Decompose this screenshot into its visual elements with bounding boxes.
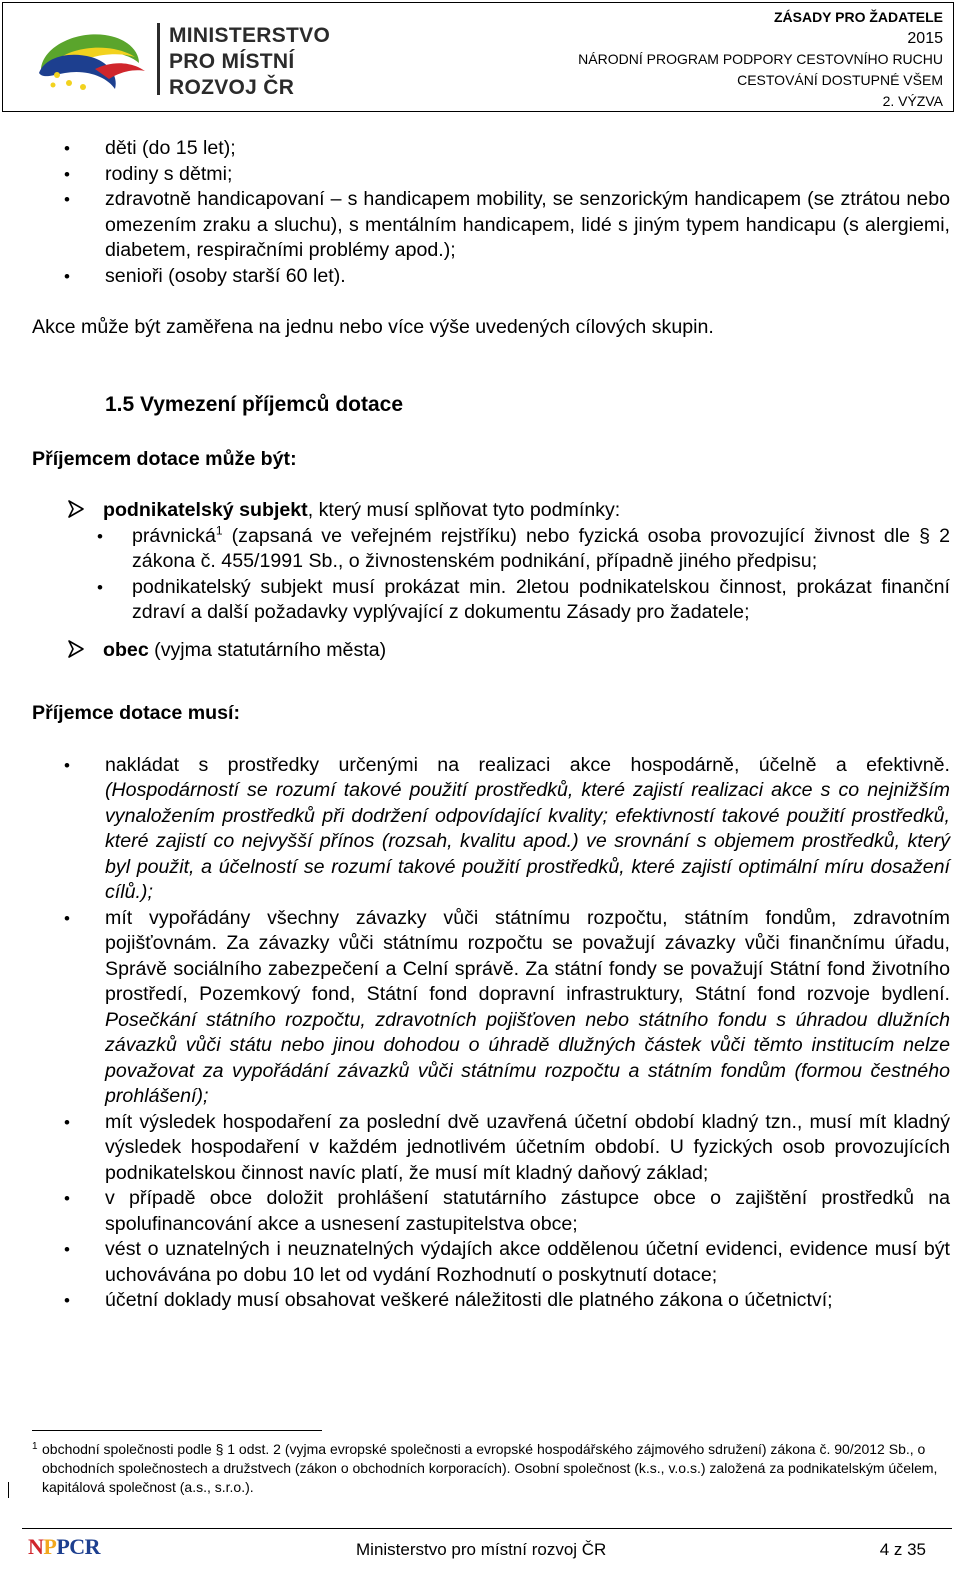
npcr-logo-n: N <box>28 1534 44 1559</box>
target-note: Akce může být zaměřena na jednu nebo více výše uvedených cílových skupin. <box>32 316 714 338</box>
footnote-ref[interactable]: 1 <box>215 522 223 537</box>
ministry-name-line1: MINISTERSTVO <box>169 24 331 47</box>
footer-ministry: Ministerstvo pro místní rozvoj ČR <box>356 1540 607 1559</box>
recipient-type-list <box>32 498 950 663</box>
list-item: • rodiny s dětmi; <box>32 162 950 188</box>
subprogram-name: CESTOVÁNÍ DOSTUPNÉ VŠEM <box>737 72 943 88</box>
change-bar <box>8 1482 9 1498</box>
npcr-logo-p2: P <box>56 1534 70 1559</box>
arrow-bullet-icon <box>66 499 86 519</box>
condition-text: (zapsaná ve veřejném rejstříku) nebo fyzická osoba provozující živnost dle § 2 zákona č. 455/1991 Sb., o živnostenském podnikání, případně jiného předpisu; <box>132 524 950 572</box>
recipient-label: Příjemcem dotace může být: <box>32 447 297 470</box>
page-content <box>32 136 950 1314</box>
document-meta <box>578 7 943 112</box>
list-item: • zdravotně handicapovaní – s handicapem mobility, se senzorickým handicapem (se ztrátou nebo omezením zraku a sluchu), s mentálním handicapem, lidé s jiným typem handicapu (s alergiemi, diabetem, respiračními problémy apod.); <box>32 187 950 264</box>
list-item <box>32 498 950 626</box>
footer-separator <box>22 1528 952 1529</box>
municipality-text: (vyjma statutárního města) <box>148 638 387 661</box>
footnote-separator <box>32 1430 322 1431</box>
section-title: 1.5 Vymezení příjemců dotace <box>105 392 404 416</box>
target-group-list <box>32 136 950 289</box>
page-number: 4 z 35 <box>879 1540 926 1559</box>
footnote-number: 1 <box>32 1441 38 1452</box>
list-item: • v případě obce doložit prohlášení statutárního zástupce obce o zajištění prostředků na spolufinancování akce a usnesení zastupitelstva obce; <box>32 1186 950 1237</box>
list-item <box>32 753 950 906</box>
obligations-label: Příjemce dotace musí: <box>32 702 240 724</box>
obligation-list <box>32 753 950 1314</box>
list-item: • podnikatelský subjekt musí prokázat min. 2letou podnikatelskou činnost, prokázat finanční zdraví a další požadavky vyplývající z dokumentu Zásady pro žadatele; <box>32 575 950 626</box>
entrepreneur-label: podnikatelský subjekt <box>103 499 308 521</box>
ministry-name-line3: ROZVOJ ČR <box>169 76 295 99</box>
doc-title: ZÁSADY PRO ŽADATELE <box>773 9 943 25</box>
list-item: • vést o uznatelných i neuznatelných výdajích akce oddělenou účetní evidenci, evidence musí být uchovávána po dobu 10 let od vydání Rozhodnutí o poskytnutí dotace; <box>32 1237 950 1288</box>
entrepreneur-text: , který musí splňovat tyto podmínky: <box>307 499 621 521</box>
list-item <box>32 524 950 575</box>
condition-text: právnická <box>132 524 216 547</box>
page-header <box>2 2 954 112</box>
npcr-logo-cr: CR <box>69 1534 101 1559</box>
list-item <box>32 906 950 1110</box>
footnote <box>32 1440 950 1497</box>
condition-list <box>103 524 950 626</box>
list-item: • senioři (osoby starší 60 let). <box>32 264 950 290</box>
list-item <box>32 638 950 664</box>
arrow-bullet-icon <box>66 639 86 659</box>
program-name: NÁRODNÍ PROGRAM PODPORY CESTOVNÍHO RUCHU <box>578 51 943 67</box>
npcr-logo <box>28 1534 100 1560</box>
call-number: 2. VÝZVA <box>882 93 943 109</box>
list-item: • mít výsledek hospodaření za poslední dvě uzavřená účetní období kladný tzn., musí mít kladný výsledek hospodaření v každém jednotlivém účetním období. U fyzických osob provozujících podnikatelskou činnost navíc platí, že musí mít kladný daňový základ; <box>32 1110 950 1187</box>
doc-year: 2015 <box>907 30 943 47</box>
npcr-logo-p1: P <box>43 1534 57 1559</box>
footnote-text: obchodní společnosti podle § 1 odst. 2 (vyjma evropské společnosti a evropské hospodářského zájmového sdružení) zákona č. 90/2012 Sb., o obchodních společnostech a družstvech (zákon o obchodních korporacích). Osobní společnost (k.s., v.o.s.) založená za podnikatelským účelem, kapitálová společnost (a.s., s.r.o.). <box>42 1441 938 1495</box>
obligation-text: mít vypořádány všechny závazky vůči státnímu rozpočtu, státním fondům, zdravotním pojišťovnám. Za závazky vůči státnímu rozpočtu se považují závazky vůči finančnímu úřadu, Správě sociálního zabezpečení a Celní správě. Za státní fondy se považují Státní fond životního prostředí, Pozemkový fond, Státní fond dopravní infrastruktury, Státní fond rozvoje bydlení. <box>105 906 950 1005</box>
ministry-name-line2: PRO MÍSTNÍ <box>169 50 295 73</box>
municipality-label: obec <box>103 638 149 661</box>
list-item: • účetní doklady musí obsahovat veškeré náležitosti dle platného zákona o účetnictví; <box>32 1288 950 1314</box>
obligation-note: Posečkání státního rozpočtu, zdravotních pojišťoven nebo státního fondu s úhradou dlužních závazků vůči státu nebo jinou dohodou o úhradě dlužných částek vůči těmto institucím nelze považovat za vypořádání závazků vůči státnímu rozpočtu a státním fondům (formou čestného prohlášení); <box>105 1008 950 1107</box>
ministry-name <box>169 23 330 101</box>
list-item: • děti (do 15 let); <box>32 136 950 162</box>
obligation-note: (Hospodárností se rozumí takové použití prostředků, které zajistí realizaci akce s co nejnižším vynaložením prostředků při dodržení odpovídající kvality; efektivností takové použití prostředků, které zajistí co nejvyšší přínos (rozsah, kvalitu apod.) ve srovnání s objemem prostředků, který byl použit, a účelností se rozumí takové použití prostředků, které zajistí optimální míru dosažení cílů.); <box>105 779 950 903</box>
obligation-text: nakládat s prostředky určenými na realizaci akce hospodárně, účelně a efektivně. <box>105 753 950 776</box>
